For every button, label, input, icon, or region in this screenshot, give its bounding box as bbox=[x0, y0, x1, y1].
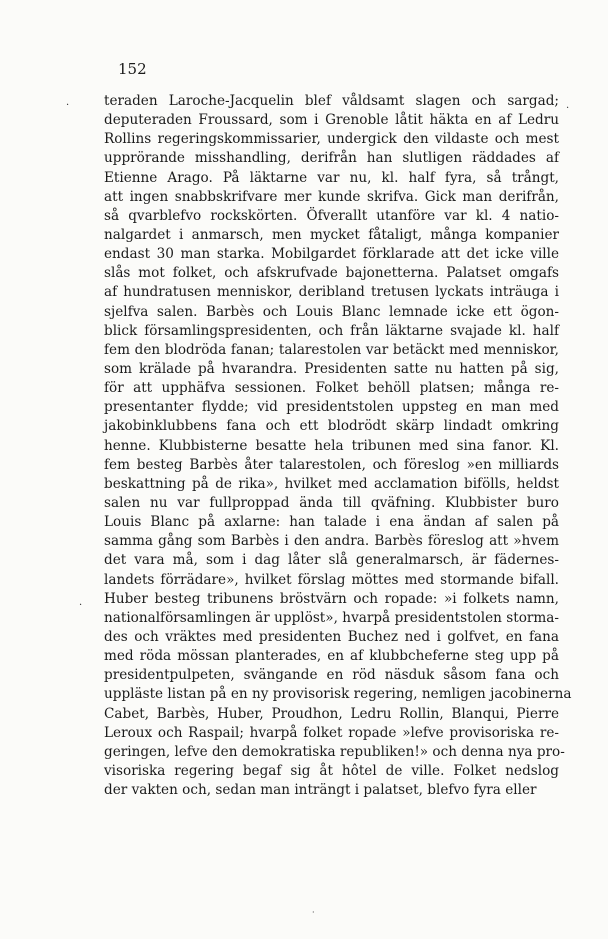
text-line: samma gång som Barbès i den andra. Barbès föreslog att »hvem bbox=[104, 533, 559, 550]
text-line: af hundratusen menniskor, deribland tretusen lyckats inträuga i bbox=[104, 284, 559, 301]
text-line: teraden Laroche-Jacquelin blef våldsamt slagen och sargad; bbox=[104, 93, 559, 109]
text-line: fem den blodröda fanan; talarestolen var betäckt med menniskor, bbox=[104, 341, 559, 358]
margin-mark-right-top: . bbox=[566, 100, 570, 111]
text-line: uppläste listan på en ny provisorisk regering, nemligen jacobinerna bbox=[104, 686, 572, 703]
text-line: sjelfva salen. Barbès och Louis Blanc lemnade icke ett ögon- bbox=[104, 303, 559, 320]
text-line: des och vräktes med presidenten Buchez ned i golfvet, en fana bbox=[104, 628, 559, 645]
margin-mark-left-mid: · bbox=[79, 600, 83, 611]
text-line: Huber besteg tribunens bröstvärn och ropade: »i folkets namn, bbox=[104, 590, 559, 607]
text-line: nationalförsamlingen är upplöst», hvarpå presidentstolen storma- bbox=[104, 609, 559, 626]
text-line: så qvarblefvo rockskörten. Öfverallt utanföre var kl. 4 natio- bbox=[104, 207, 559, 224]
text-line: Louis Blanc på axlarne: han talade i ena ändan af salen på bbox=[104, 514, 559, 531]
text-line: henne. Klubbisterne besatte hela tribunen med sina fanor. Kl. bbox=[104, 437, 559, 454]
text-line: beskattning på de rika», hvilket med acclamation bifölls, heldst bbox=[104, 475, 559, 492]
text-line: nalgardet i anmarsch, men mycket fåtaligt, många kompanier bbox=[104, 226, 559, 243]
text-line: salen nu var fullproppad ända till qväfning. Klubbister buro bbox=[104, 494, 559, 511]
text-line: presidentpulpeten, svängande en röd näsduk såsom fana och bbox=[104, 667, 559, 684]
text-line: Etienne Arago. På läktarne var nu, kl. half fyra, så trångt, bbox=[104, 169, 559, 186]
body-text bbox=[104, 92, 572, 800]
text-line: der vakten och, sedan man inträngt i palatset, blefvo fyra eller bbox=[104, 782, 537, 799]
text-line: visoriska regering begaf sig åt hôtel de ville. Folket nedslog bbox=[104, 762, 559, 779]
text-line: landets förrädare», hvilket förslag möttes med stormande bifall. bbox=[104, 571, 559, 588]
text-line: för att upphäfva sessionen. Folket behöll platsen; många re- bbox=[104, 380, 559, 397]
text-line: det vara må, som i dag låter slå generalmarsch, är fädernes- bbox=[104, 552, 559, 569]
text-line: geringen, lefve den demokratiska republiken!» och denna nya pro- bbox=[104, 743, 565, 760]
margin-mark-bottom: · bbox=[312, 908, 315, 917]
text-line: endast 30 man starka. Mobilgardet förklarade att det icke ville bbox=[104, 246, 559, 263]
text-line: att ingen snabbskrifvare mer kunde skrifva. Gick man derifrån, bbox=[104, 188, 559, 205]
text-line: jakobinklubbens fana och ett blodrödt skärp lindadt omkring bbox=[104, 418, 559, 435]
text-line: Cabet, Barbès, Huber, Proudhon, Ledru Rollin, Blanqui, Pierre bbox=[104, 705, 559, 722]
text-line: upprörande misshandling, derifrån han slutligen räddades af bbox=[104, 150, 559, 167]
text-line: slås mot folket, och afskrufvade bajonetterna. Palatset omgafs bbox=[104, 265, 559, 282]
text-line: med röda mössan planterades, en af klubbcheferne steg upp på bbox=[104, 648, 559, 665]
margin-mark-left-top: · bbox=[66, 100, 70, 111]
text-line: Leroux och Raspail; hvarpå folket ropade »lefve provisoriska re- bbox=[104, 724, 559, 741]
text-line: Rollins regeringskommissarier, undergick den vildaste och mest bbox=[104, 131, 559, 148]
text-line: fem besteg Barbès åter talarestolen, och föreslog »en milliards bbox=[104, 456, 559, 473]
text-line: som krälade på hvarandra. Presidenten satte nu hatten på sig, bbox=[104, 360, 559, 377]
text-line: presentanter flydde; vid presidentstolen uppsteg en man med bbox=[104, 399, 559, 416]
text-line: deputeraden Froussard, som i Grenoble låtit häkta en af Ledru bbox=[104, 112, 559, 129]
page-number: 152 bbox=[118, 60, 147, 78]
text-line: blick församlingspresidenten, och från läktarne svajade kl. half bbox=[104, 322, 559, 339]
